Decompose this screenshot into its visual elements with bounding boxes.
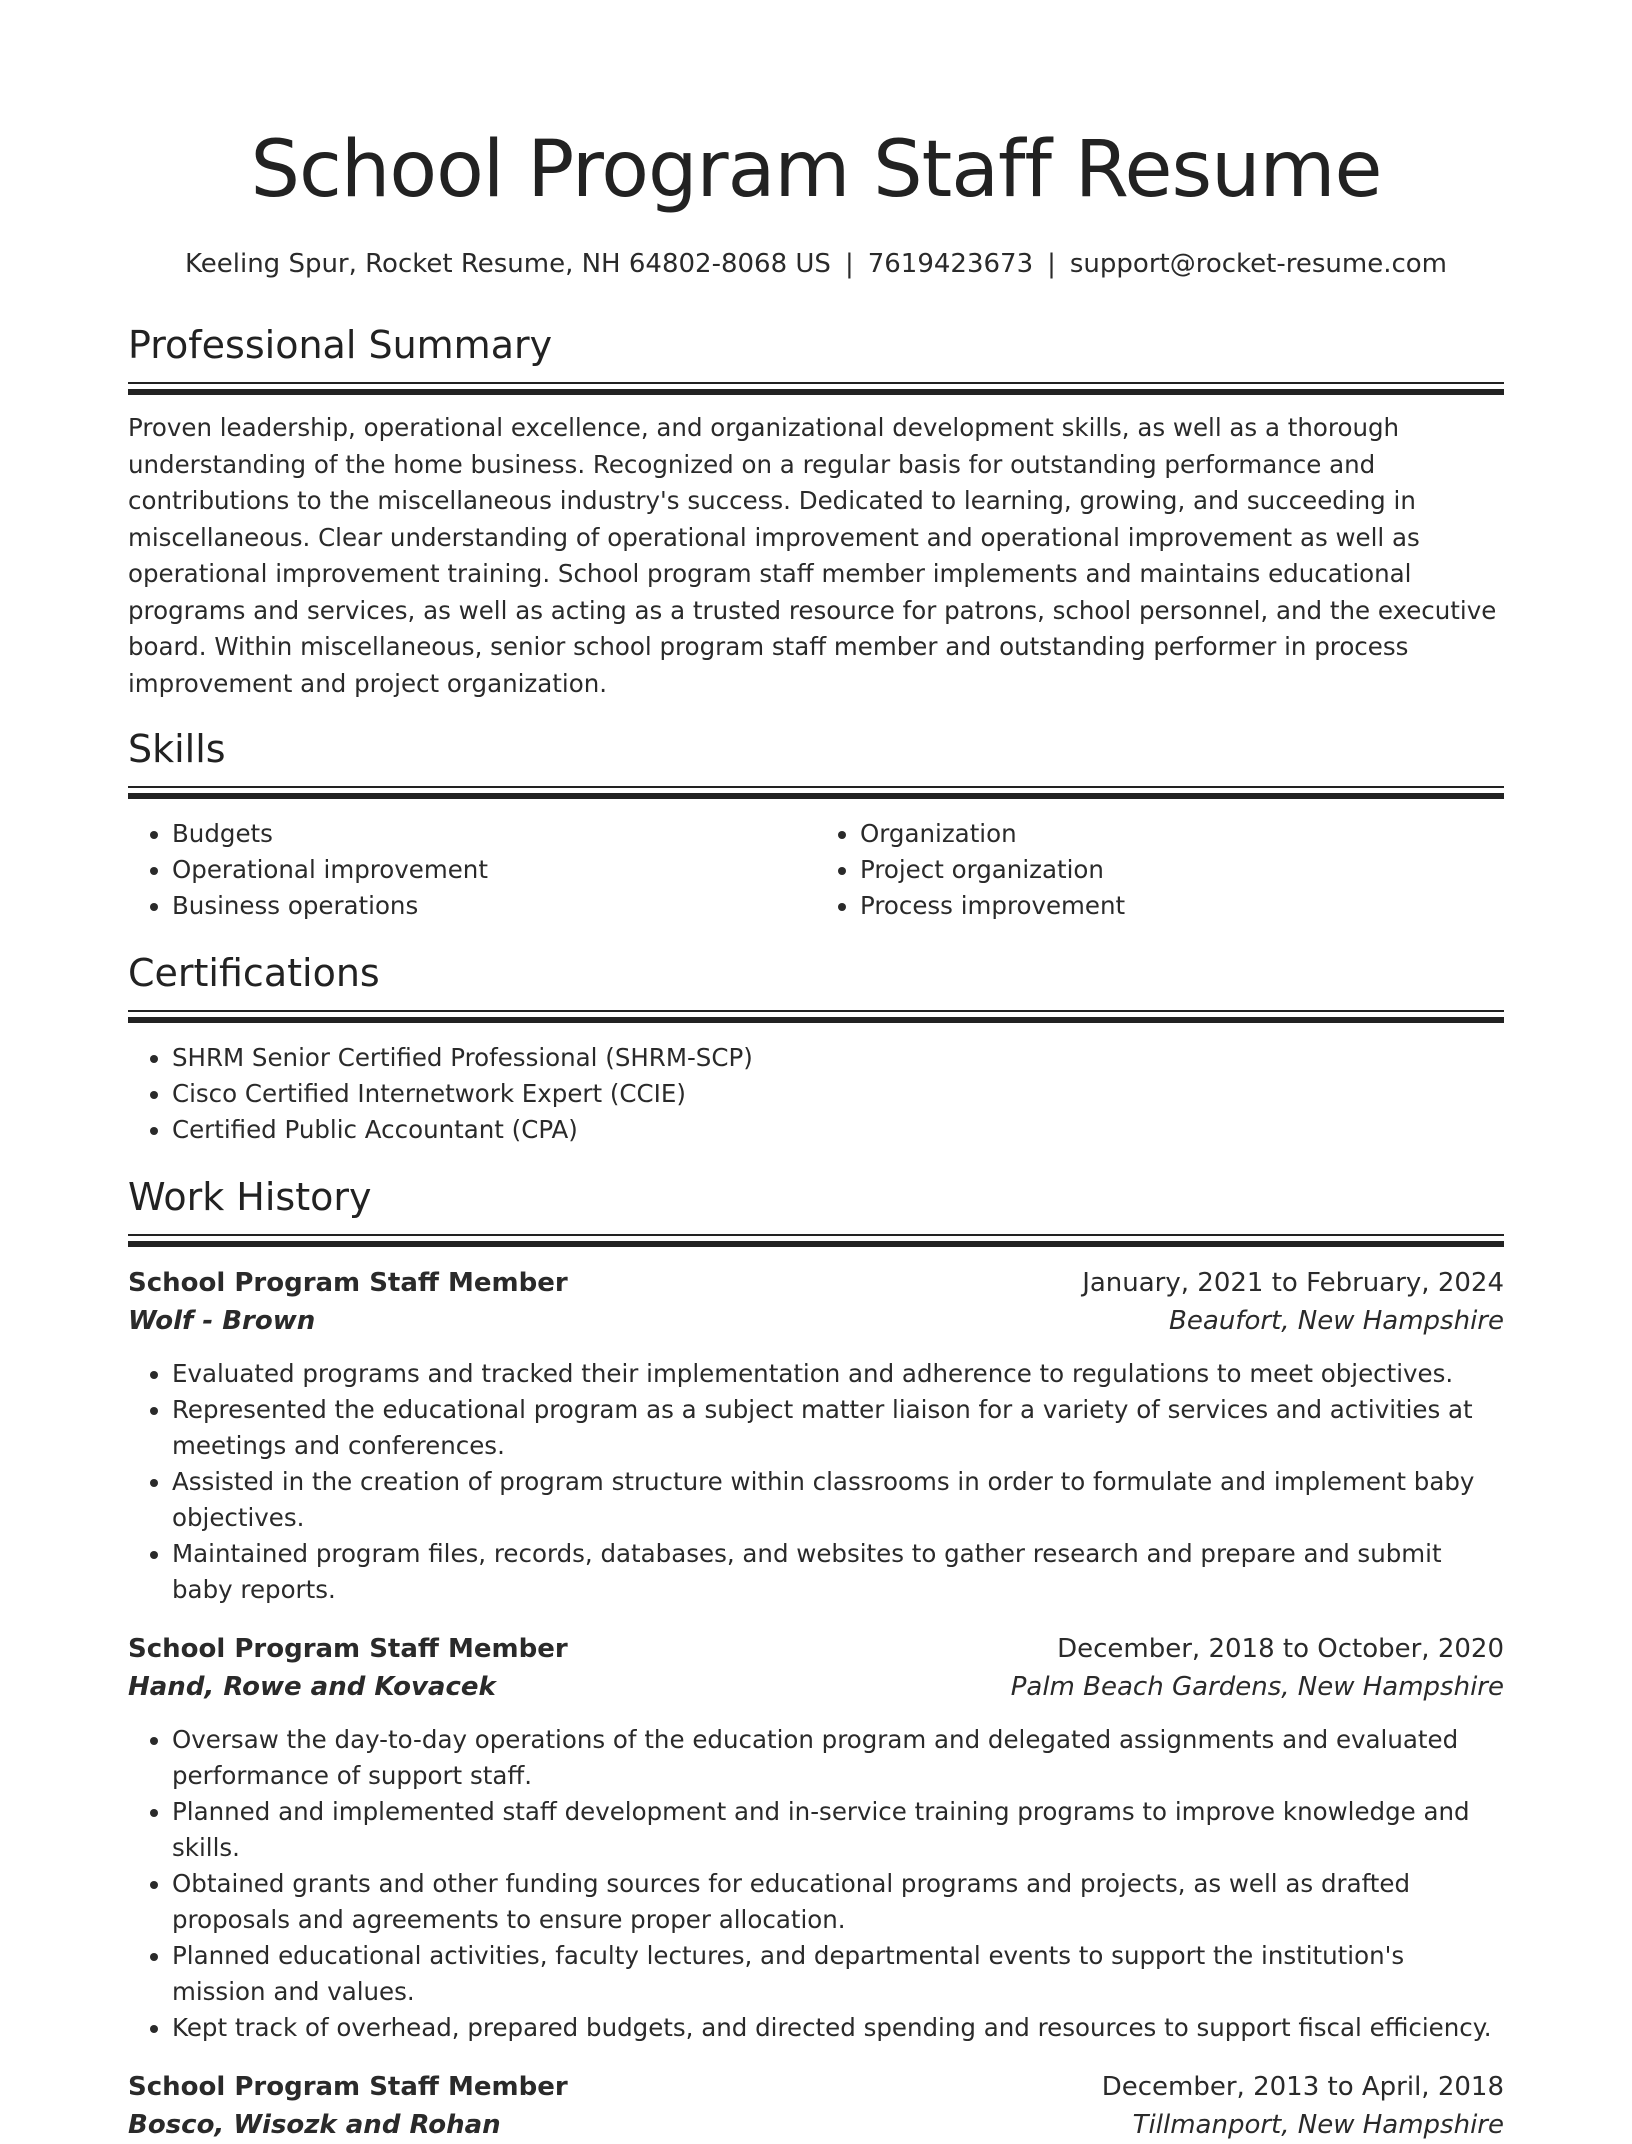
- skills-columns: [128, 816, 1504, 924]
- certification-item: • Certified Public Accountant (CPA): [172, 1112, 1504, 1148]
- skills-heading: Skills: [128, 727, 226, 771]
- skill-item: • Budgets: [172, 816, 816, 852]
- job-bullet: • Maintained program files, records, databases, and websites to gather research and prepare and submit baby reports.: [172, 1536, 1504, 1608]
- resume-title: School Program Staff Resume: [250, 125, 1382, 215]
- job-location: Beaufort, New Hampshire: [1169, 1306, 1504, 1336]
- contact-separator: |: [1047, 249, 1056, 279]
- skill-item: • Business operations: [172, 888, 816, 924]
- job-dates: January, 2021 to February, 2024: [1082, 1268, 1504, 1298]
- job-bullet: • Kept track of overhead, prepared budgets, and directed spending and resources to support fiscal efficiency.: [172, 2010, 1504, 2046]
- work-history-section: [128, 1172, 1504, 2144]
- skill-item: • Process improvement: [860, 888, 1504, 924]
- job-bullet: • Planned and implemented staff development and in-service training programs to improve knowledge and skills.: [172, 1794, 1504, 1866]
- skill-item: • Operational improvement: [172, 852, 816, 888]
- skill-item: • Organization: [860, 816, 1504, 852]
- contact-phone: 7619423673: [867, 249, 1034, 279]
- job-bullet: • Obtained grants and other funding sources for educational programs and projects, as well as drafted proposals and agreements to ensure proper allocation.: [172, 1866, 1504, 1938]
- skills-section: [128, 724, 1504, 924]
- job-entry: [128, 1264, 1504, 1608]
- section-divider: [128, 382, 1504, 396]
- resume-page: [128, 0, 1504, 2144]
- job-dates: December, 2018 to October, 2020: [1057, 1634, 1504, 1664]
- section-divider: [128, 1234, 1504, 1248]
- work-history-heading: Work History: [128, 1175, 372, 1219]
- contact-address: Keeling Spur, Rocket Resume, NH 64802-8068 US: [185, 249, 831, 279]
- job-bullet: • Planned educational activities, faculty lectures, and departmental events to support the institution's mission and values.: [172, 1938, 1504, 2010]
- job-bullet: • Represented the educational program as a subject matter liaison for a variety of services and activities at meetings and conferences.: [172, 1392, 1504, 1464]
- job-entry: [128, 1630, 1504, 2046]
- summary-text: Proven leadership, operational excellence, and organizational development skills, as well as a thorough understanding of the home business. Recognized on a regular basis for outstanding performance and contributions to the miscellaneous industry's success. Dedicated to learning, growing, and succeeding in miscellaneous. Clear understanding of operational improvement and operational improvement as well as operational improvement training. School program staff member implements and maintains educational programs and services, as well as acting as a trusted resource for patrons, school personnel, and the executive board. Within miscellaneous, senior school program staff member and outstanding performer in process improvement and project organization.: [128, 413, 1497, 698]
- job-bullet: • Assisted in the creation of program structure within classrooms in order to formulate and implement baby objectives.: [172, 1464, 1504, 1536]
- job-bullets: [128, 1356, 1504, 1608]
- certification-item: • Cisco Certified Internetwork Expert (CCIE): [172, 1076, 1504, 1112]
- certifications-section: [128, 948, 1504, 1148]
- section-divider: [128, 786, 1504, 800]
- skills-left-list: [128, 816, 816, 924]
- job-title: School Program Staff Member: [128, 1268, 568, 1298]
- section-divider: [128, 1010, 1504, 1024]
- job-location: Tillmanport, New Hampshire: [1132, 2110, 1504, 2140]
- summary-section: [128, 320, 1504, 702]
- job-location: Palm Beach Gardens, New Hampshire: [1010, 1672, 1504, 1702]
- job-company: Wolf - Brown: [128, 1306, 316, 1336]
- job-entry: [128, 2068, 1504, 2144]
- job-title: School Program Staff Member: [128, 2072, 568, 2102]
- skills-right-list: [816, 816, 1504, 924]
- job-bullet: • Evaluated programs and tracked their implementation and adherence to regulations to meet objectives.: [172, 1356, 1504, 1392]
- job-company: Bosco, Wisozk and Rohan: [128, 2110, 501, 2140]
- contact-email[interactable]: support@rocket-resume.com: [1069, 249, 1447, 279]
- certifications-heading: Certifications: [128, 951, 380, 995]
- skill-item: • Project organization: [860, 852, 1504, 888]
- certifications-list: [128, 1040, 1504, 1148]
- job-bullet: • Oversaw the day-to-day operations of the education program and delegated assignments and evaluated performance of support staff.: [172, 1722, 1504, 1794]
- contact-separator: |: [844, 249, 854, 279]
- job-title: School Program Staff Member: [128, 1634, 568, 1664]
- certification-item: • SHRM Senior Certified Professional (SHRM-SCP): [172, 1040, 1504, 1076]
- job-company: Hand, Rowe and Kovacek: [128, 1672, 496, 1702]
- contact-line: [128, 246, 1504, 282]
- job-bullets: [128, 1722, 1504, 2046]
- summary-heading: Professional Summary: [128, 323, 553, 367]
- job-dates: December, 2013 to April, 2018: [1101, 2072, 1504, 2102]
